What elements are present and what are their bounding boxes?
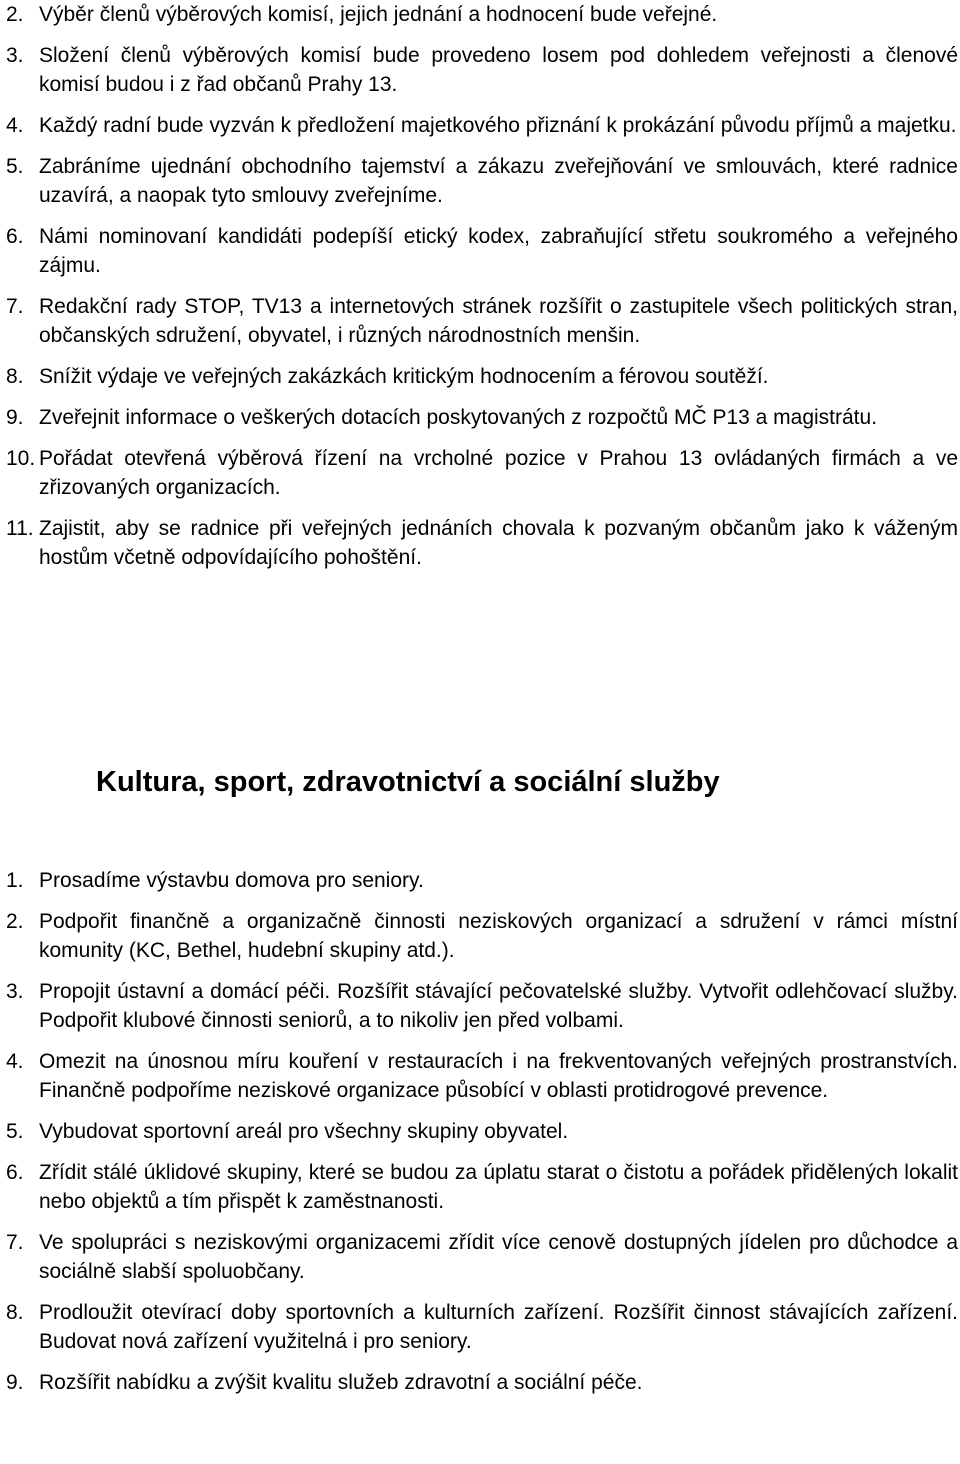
item-text: Každý radní bude vyzván k předložení majetkového přiznání k prokázání původu příjmů a majetku. [39, 114, 957, 137]
item-text: Zveřejnit informace o veškerých dotacích poskytovaných z rozpočtů MČ P13 a magistrátu. [39, 406, 878, 429]
item-text: Výběr členů výběrových komisí, jejich jednání a hodnocení bude veřejné. [39, 3, 718, 26]
list-item [0, 1117, 958, 1146]
item-number: 8. [6, 1301, 24, 1324]
item-number: 1. [6, 869, 24, 892]
list-item [0, 514, 958, 572]
item-text: Podpořit finančně a organizačně činnosti neziskových organizací a sdružení v rámci místní komunity (KC, Bethel, hudební skupiny atd.). [39, 910, 958, 962]
list-item [0, 292, 958, 350]
item-text: Složení členů výběrových komisí bude provedeno losem pod dohledem veřejnosti a členové komisí budou i z řad občanů Prahy 13. [39, 44, 958, 96]
item-number: 2. [6, 910, 24, 933]
item-text: Zřídit stálé úklidové skupiny, které se budou za úplatu starat o čistotu a pořádek přidělených lokalit nebo objektů a tím přispět k zaměstnanosti. [39, 1161, 958, 1213]
list-item [0, 907, 958, 965]
culture-sport-health-list [0, 866, 958, 1409]
item-text: Námi nominovaní kandidáti podepíší etický kodex, zabraňující střetu soukromého a veřejného zájmu. [39, 225, 958, 277]
item-number: 9. [6, 406, 24, 429]
item-number: 9. [6, 1371, 24, 1394]
item-text: Ve spolupráci s neziskovými organizacemi zřídit více cenově dostupných jídelen pro důchodce a sociálně slabší spoluobčany. [39, 1231, 958, 1283]
list-item [0, 403, 958, 432]
item-text: Rozšířit nabídku a zvýšit kvalitu služeb zdravotní a sociální péče. [39, 1371, 643, 1394]
list-item [0, 41, 958, 99]
list-item [0, 152, 958, 210]
list-item [0, 1368, 958, 1397]
list-item [0, 1298, 958, 1356]
item-text: Redakční rady STOP, TV13 a internetových stránek rozšířit o zastupitele všech politických stran, občanských sdružení, obyvatel, i různých národnostních menšin. [39, 295, 958, 347]
item-number: 3. [6, 980, 24, 1003]
item-number: 5. [6, 1120, 24, 1143]
item-number: 7. [6, 1231, 24, 1254]
item-number: 8. [6, 365, 24, 388]
item-number: 3. [6, 44, 24, 67]
item-number: 7. [6, 295, 24, 318]
list-item [0, 1158, 958, 1216]
item-number: 6. [6, 225, 24, 248]
item-number: 11. [6, 517, 34, 540]
item-number: 4. [6, 1050, 24, 1073]
item-text: Zajistit, aby se radnice při veřejných jednáních chovala k pozvaným občanům jako k váženým hostům včetně odpovídajícího pohoštění. [39, 517, 958, 569]
list-item [0, 111, 958, 140]
item-number: 6. [6, 1161, 24, 1184]
transparency-list [0, 0, 958, 584]
section-heading: Kultura, sport, zdravotnictví a sociální služby [96, 766, 720, 798]
item-text: Omezit na únosnou míru kouření v restauracích i na frekventovaných veřejných prostranstvích. Finančně podpoříme neziskové organizace působící v oblasti protidrogové prevence. [39, 1050, 958, 1102]
item-text: Propojit ústavní a domácí péči. Rozšířit stávající pečovatelské služby. Vytvořit odlehčovací služby. Podpořit klubové činnosti seniorů, a to nikoliv jen před volbami. [39, 980, 958, 1032]
item-number: 5. [6, 155, 24, 178]
item-text: Vybudovat sportovní areál pro všechny skupiny obyvatel. [39, 1120, 569, 1143]
list-item [0, 0, 958, 29]
list-item [0, 444, 958, 502]
list-item [0, 362, 958, 391]
list-item [0, 977, 958, 1035]
list-item [0, 1047, 958, 1105]
list-item [0, 1228, 958, 1286]
item-text: Snížit výdaje ve veřejných zakázkách kritickým hodnocením a férovou soutěží. [39, 365, 769, 388]
item-text: Zabráníme ujednání obchodního tajemství a zákazu zveřejňování ve smlouvách, které radnice uzavírá, a naopak tyto smlouvy zveřejníme. [39, 155, 958, 207]
item-number: 10. [6, 447, 36, 470]
list-item [0, 222, 958, 280]
list-item [0, 866, 958, 895]
item-number: 4. [6, 114, 24, 137]
item-number: 2. [6, 3, 24, 26]
item-text: Prodloužit otevírací doby sportovních a kulturních zařízení. Rozšířit činnost stávajících zařízení. Budovat nová zařízení využitelná i pro seniory. [39, 1301, 958, 1353]
item-text: Prosadíme výstavbu domova pro seniory. [39, 869, 424, 892]
item-text: Pořádat otevřená výběrová řízení na vrcholné pozice v Prahou 13 ovládaných firmách a ve zřizovaných organizacích. [39, 447, 958, 499]
